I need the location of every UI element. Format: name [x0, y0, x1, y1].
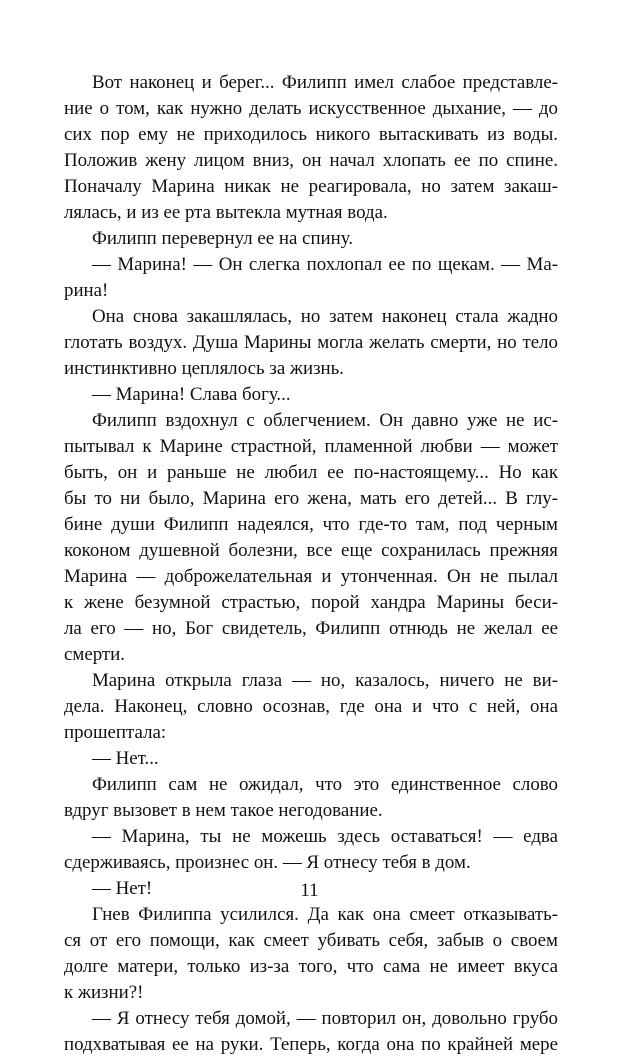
- text-line: ние о том, как нужно делать искусственное дыхание, — до: [64, 98, 558, 119]
- text-line: — Я отнесу тебя домой, — повторил он, довольно грубо: [92, 1008, 558, 1029]
- text-line: — Марина, ты не можешь здесь оставаться! — едва: [92, 826, 558, 847]
- text-line: к жене безумной страстью, порой хандра Марины беси-: [64, 592, 558, 613]
- text-line: — Марина! — Он слегка похлопал ее по щекам. — Ма-: [92, 254, 558, 275]
- text-line: прошептала:: [64, 722, 167, 743]
- text-line: смерти.: [64, 644, 126, 665]
- text-line: — Марина! Слава богу...: [92, 384, 291, 405]
- page-number: 11: [300, 880, 319, 901]
- text-line: долге матери, только из-за того, что сама не имеет вкуса: [64, 956, 558, 977]
- text-line: дела. Наконец, словно осознав, где она и что с ней, она: [64, 696, 558, 717]
- text-line: пытывал к Марине страстной, пламенной любви — может: [64, 436, 558, 457]
- text-line: сих пор ему не приходилось никого вытаскивать из воды.: [64, 124, 558, 145]
- text-line: Марина открыла глаза — но, казалось, ничего не ви-: [92, 670, 558, 691]
- text-line: Филипп вздохнул с облегчением. Он давно уже не ис-: [92, 410, 558, 431]
- text-line: Марина — доброжелательная и утонченная. Он не пылал: [64, 566, 558, 587]
- text-line: к жизни?!: [64, 982, 144, 1003]
- text-line: — Нет...: [92, 748, 159, 769]
- text-line: — Нет!: [92, 878, 153, 899]
- text-line: ла его — но, Бог свидетель, Филипп отнюдь не желал ее: [64, 618, 558, 639]
- text-line: бине души Филипп надеялся, что где-то там, под черным: [64, 514, 558, 535]
- text-line: Поначалу Марина никак не реагировала, но затем закаш-: [64, 176, 558, 197]
- text-line: лялась, и из ее рта вытекла мутная вода.: [64, 202, 388, 223]
- body-text: [64, 70, 558, 1058]
- text-line: бы то ни было, Марина его жена, мать его детей... В глу-: [64, 488, 558, 509]
- text-line: Филипп сам не ожидал, что это единственное слово: [92, 774, 558, 795]
- text-line: Филипп перевернул ее на спину.: [92, 228, 354, 249]
- text-line: Положив жену лицом вниз, он начал хлопать ее по спине.: [64, 150, 558, 171]
- text-line: быть, он и раньше не любил ее по-настоящему... Но как: [64, 462, 558, 483]
- text-line: Гнев Филиппа усилился. Да как она смеет отказывать-: [92, 904, 558, 925]
- text-line: рина!: [64, 280, 109, 301]
- text-line: инстинктивно цеплялось за жизнь.: [64, 358, 344, 379]
- text-line: сдерживаясь, произнес он. — Я отнесу тебя в дом.: [64, 852, 471, 873]
- text-line: Вот наконец и берег... Филипп имел слабое представле-: [92, 72, 558, 93]
- text-line: коконом душевной болезни, все еще сохранилась прежняя: [64, 540, 558, 561]
- text-line: вдруг вызовет в нем такое негодование.: [64, 800, 383, 821]
- text-line: глотать воздух. Душа Марины могла желать смерти, но тело: [64, 332, 558, 353]
- text-line: ся от его помощи, как смеет убивать себя, забыв о своем: [64, 930, 558, 951]
- text-line: Она снова закашлялась, но затем наконец стала жадно: [92, 306, 558, 327]
- text-line: подхватывая ее на руки. Теперь, когда она по крайней мере: [64, 1034, 558, 1055]
